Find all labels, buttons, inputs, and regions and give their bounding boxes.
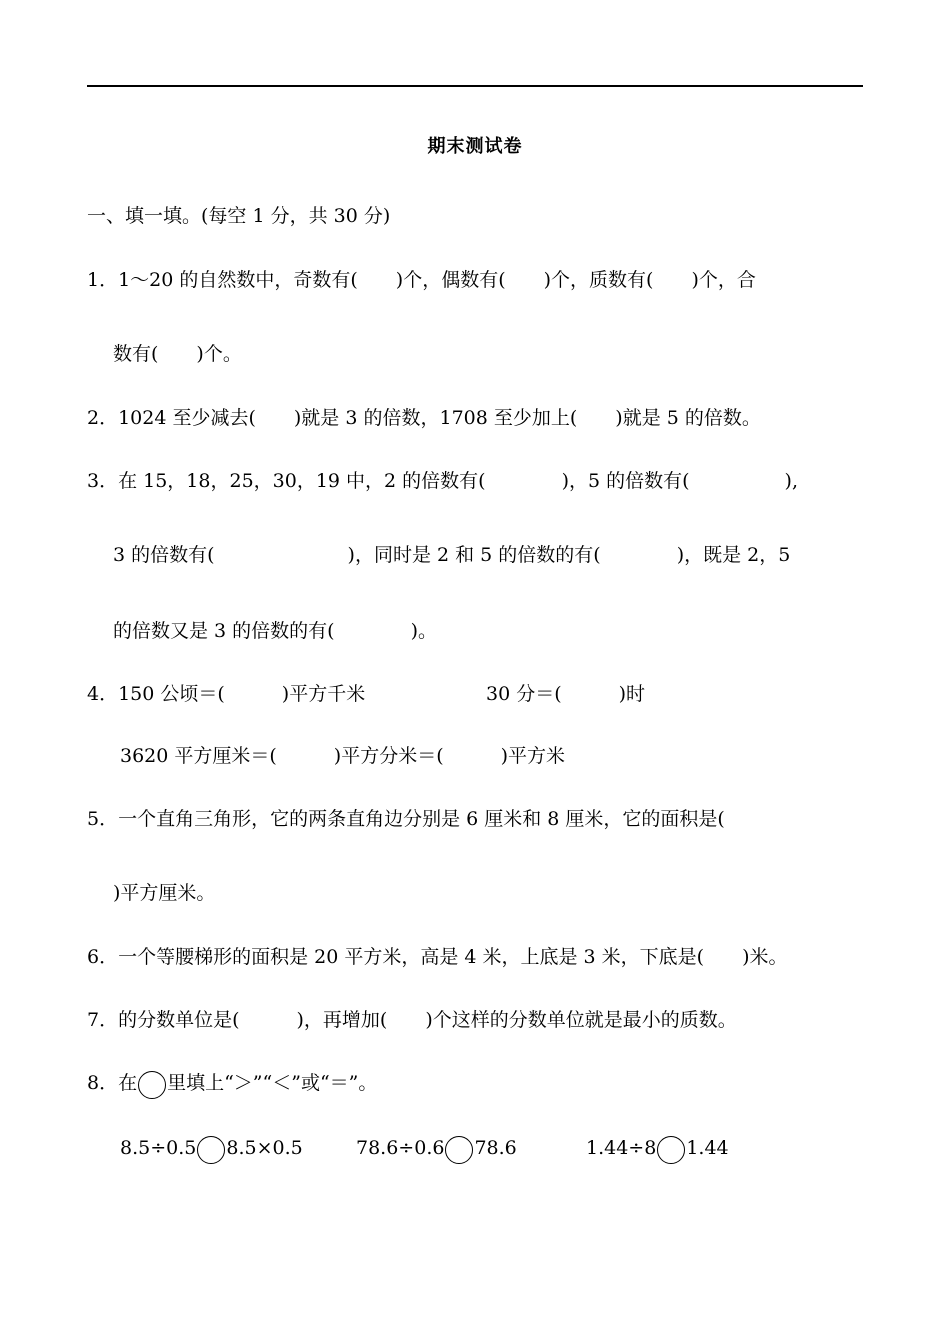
q8-suffix: 里填上“＞”“＜”或“＝”。 (167, 1072, 378, 1094)
comparison-1 (120, 1136, 303, 1164)
question-6: 6．一个等腰梯形的面积是 20 平方米，高是 4 米，上底是 3 米，下底是( )米。 (87, 946, 788, 968)
comparison-3 (586, 1136, 729, 1164)
comparison-left: 8.5÷0.5 (120, 1137, 197, 1159)
question-3-line-3: 的倍数又是 3 的倍数的有( )。 (113, 620, 437, 642)
comparison-circle-icon[interactable] (197, 1136, 225, 1164)
comparison-circle-icon[interactable] (445, 1136, 473, 1164)
q8-prefix: 8．在 (87, 1072, 138, 1094)
comparison-left: 1.44÷8 (586, 1137, 657, 1159)
answer-circle-icon (138, 1071, 166, 1099)
comparison-right: 78.6 (474, 1137, 517, 1159)
page-title: 期末测试卷 (427, 136, 523, 157)
question-8-instruction (87, 1071, 377, 1099)
question-3-line-2: 3 的倍数有( )，同时是 2 和 5 的倍数的有( )，既是 2，5 (113, 544, 791, 566)
question-2: 2．1024 至少减去( )就是 3 的倍数，1708 至少加上( )就是 5 的倍数。 (87, 407, 761, 429)
top-rule (87, 85, 863, 87)
comparison-right: 1.44 (686, 1137, 729, 1159)
comparison-left: 78.6÷0.6 (356, 1137, 445, 1159)
question-4-part-2: 30 分＝( )时 (486, 683, 646, 705)
section-heading: 一、填一填。(每空 1 分，共 30 分) (87, 205, 391, 227)
comparison-circle-icon[interactable] (657, 1136, 685, 1164)
comparison-2 (356, 1136, 517, 1164)
question-4-part-1: 4．150 公顷＝( )平方千米 (87, 683, 366, 705)
question-5-line-2: )平方厘米。 (113, 882, 216, 904)
comparison-right: 8.5×0.5 (226, 1137, 303, 1159)
question-3-line-1: 3．在 15，18，25，30，19 中，2 的倍数有( )，5 的倍数有( ), (87, 470, 798, 492)
question-1-line-2: 数有( )个。 (113, 343, 242, 365)
question-7: 7．的分数单位是( )，再增加( )个这样的分数单位就是最小的质数。 (87, 1009, 737, 1031)
question-5-line-1: 5．一个直角三角形，它的两条直角边分别是 6 厘米和 8 厘米，它的面积是( (87, 808, 725, 830)
question-1-line-1: 1．1～20 的自然数中，奇数有( )个，偶数有( )个，质数有( )个，合 (87, 269, 756, 291)
question-4-part-3: 3620 平方厘米＝( )平方分米＝( )平方米 (120, 745, 566, 767)
